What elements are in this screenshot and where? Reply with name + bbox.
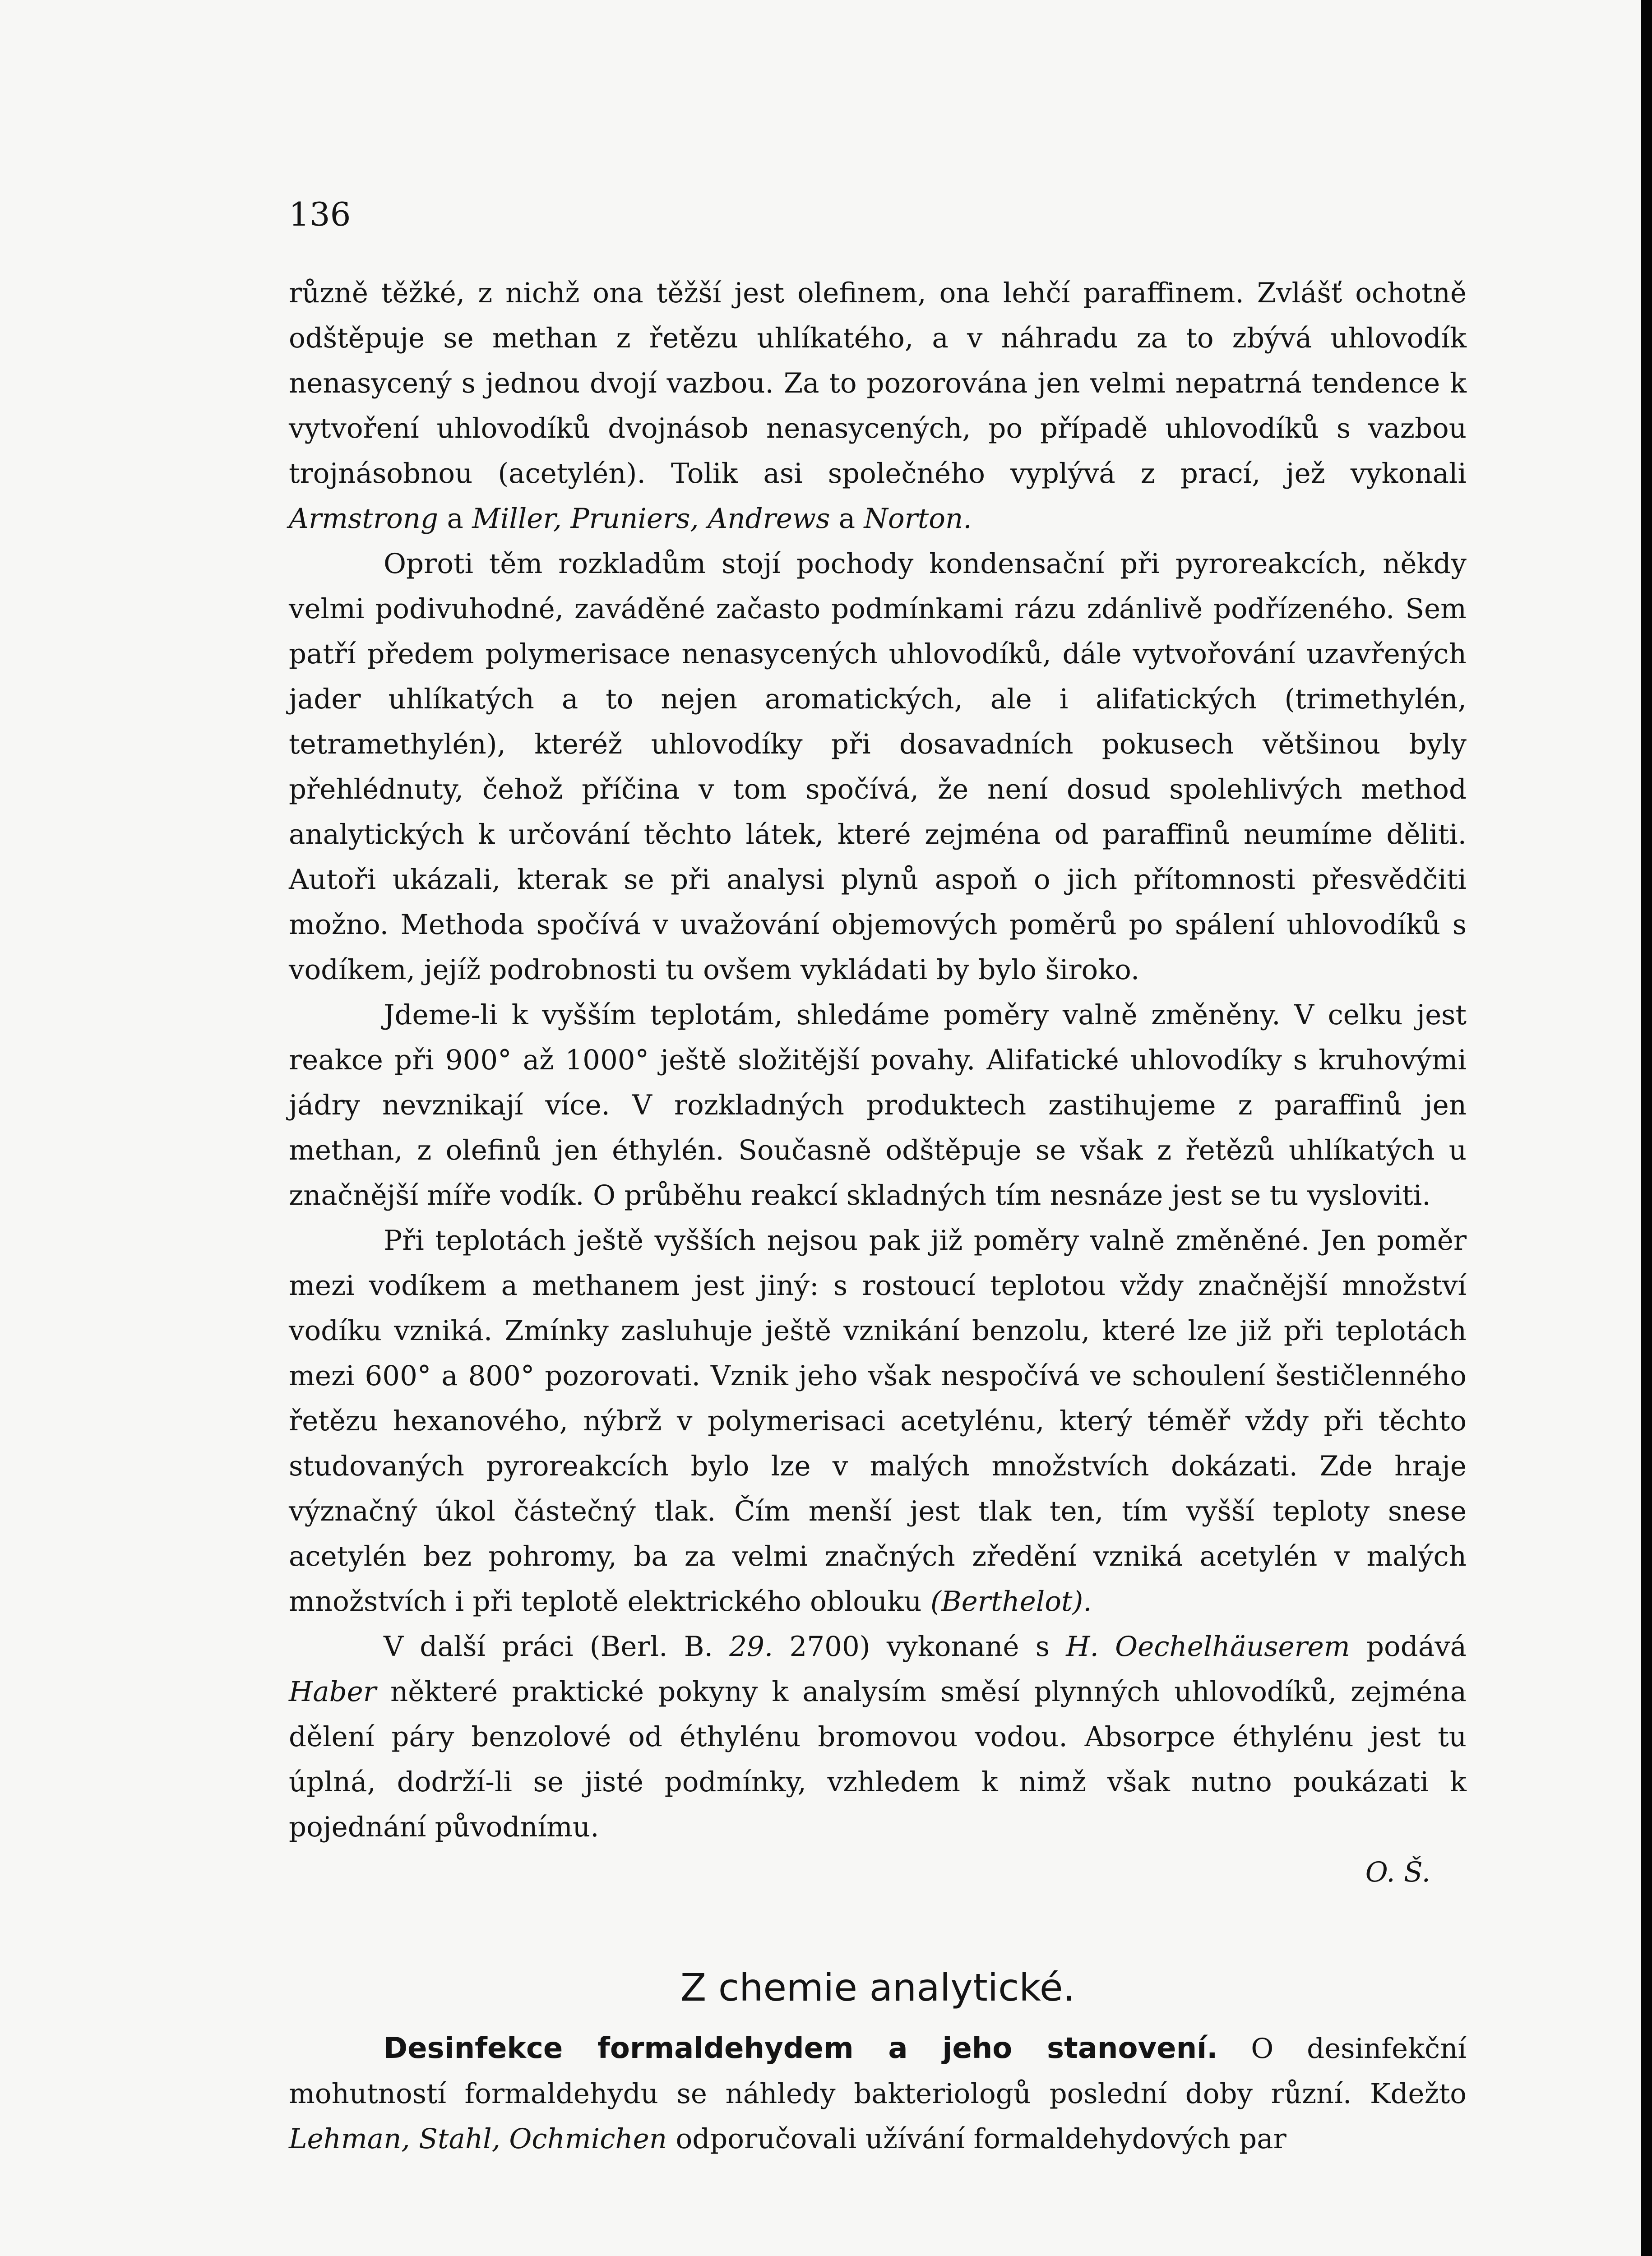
scan-border — [1641, 0, 1652, 2256]
paragraph-4 — [289, 1218, 1467, 1624]
paragraph-6-text-a: O desinfekční mohutností formaldehydu se náhledy bakteriologů poslední doby různí. Kdežto — [289, 2033, 1467, 2110]
paragraph-5-text-b: 2700) vykonané s — [789, 1631, 1050, 1663]
conjunction: a — [447, 503, 463, 535]
paragraph-2: Oproti těm rozkladům stojí pochody kondensační při pyroreakcích, někdy velmi podivuhodné, zaváděné začasto podmínkami rázu zdánlivě podřízeného. Sem patří předem polymerisace nenasycených uhlovodíků, dále vytvořování uzavřených jader uhlíkatých a to nejen aromatických, ale i alifatických (trimethylén, tetramethylén), kteréž uhlovodíky při dosavadních pokusech většinou byly přehlédnuty, čehož příčina v tom spočívá, že není dosud spolehlivých method analytických k určování těchto látek, které zejména od paraffinů neumíme děliti. Autoři ukázali, kterak se při analysi plynů aspoň o jich přítomnosti přesvědčiti možno. Methoda spočívá v uvažování objemových poměrů po spálení uhlovodíků s vodíkem, jejíž podrobnosti tu ovšem vykládati by bylo široko. — [289, 548, 1467, 986]
author-haber: Haber — [289, 1676, 376, 1708]
article-subheading: Desinfekce formaldehydem a jeho stanovení. — [384, 2032, 1218, 2065]
author-initials: O. Š. — [1365, 1856, 1430, 1888]
author-norton: Norton. — [864, 503, 972, 535]
paragraph-3: Jdeme-li k vyšším teplotám, shledáme poměry valně změněny. V celku jest reakce při 900° až 1000° ještě složitější povahy. Alifatické uhlovodíky s kruhovými jádry nevznikají více. V rozkladných produktech zastihujeme z paraffinů jen methan, z olefinů jen éthylén. Současně odštěpuje se však z řetězů uhlíkatých u značnější míře vodík. O průběhu reakcí skladných tím nesnáze jest se tu vysloviti. — [289, 999, 1467, 1211]
section-heading: Z chemie analytické. — [680, 1965, 1075, 2010]
conjunction: a — [838, 503, 856, 535]
page-number: 136 — [289, 195, 351, 233]
paragraph-5 — [289, 1624, 1467, 1895]
paragraph-5-text-a: V další práci (Berl. B. — [384, 1631, 713, 1663]
volume-number: 29. — [729, 1631, 773, 1663]
reference-berthelot: (Berthelot). — [930, 1586, 1092, 1618]
paragraph-6-text-b: odporučovali užívání formaldehydových par — [676, 2123, 1286, 2155]
authors-miller-pruniers-andrews: Miller, Pruniers, Andrews — [472, 503, 830, 535]
page-body — [289, 271, 1467, 2162]
paragraph-1 — [289, 271, 1467, 541]
signature-line — [289, 1850, 1467, 1895]
paragraph-5-text-c: podává — [1366, 1631, 1467, 1663]
paragraph-6 — [289, 2026, 1467, 2162]
paragraph-4-text: Při teplotách ještě vyšších nejsou pak již poměry valně změněné. Jen poměr mezi vodíkem a methanem jest jiný: s rostoucí teplotou vždy značnější množství vodíku vzniká. Zmínky zasluhuje ještě vznikání benzolu, které lze již při teplotách mezi 600° a 800° pozorovati. Vznik jeho však nespočívá ve schoulení šestičlenného řetězu hexanového, nýbrž v polymerisaci acetylénu, který téměř vždy při těchto studovaných pyroreakcích bylo lze v malých množstvích dokázati. Zde hraje význačný úkol částečný tlak. Čím menší jest tlak ten, tím vyšší teploty snese acetylén bez pohromy, ba za velmi značných zředění vzniká acetylén v malých množstvích i při teplotě elektrického oblouku — [289, 1225, 1467, 1618]
paragraph-1-text: různě těžké, z nichž ona těžší jest olefinem, ona lehčí paraffinem. Zvlášť ochotně odštěpuje se methan z řetězu uhlíkatého, a v náhradu za to zbývá uhlovodík nenasycený s jednou dvojí vazbou. Za to pozorována jen velmi nepatrná tendence k vytvoření uhlovodíků dvojnásob nenasycených, po případě uhlovodíků s vazbou trojnásobnou (acetylén). Tolik asi společného vyplývá z prací, jež vykonali — [289, 277, 1467, 490]
author-armstrong: Armstrong — [289, 503, 439, 535]
author-oechelhauser: H. Oechelhäuserem — [1066, 1631, 1350, 1663]
paragraph-5-text-d: některé praktické pokyny k analysím směsí plynných uhlovodíků, zejména dělení páry benzolové od éthylénu bromovou vodou. Absorpce éthylénu jest tu úplná, dodrží-li se jisté podmínky, vzhledem k nimž však nutno poukázati k pojednání původnímu. — [289, 1676, 1467, 1843]
authors-lehman-stahl-ochmichen: Lehman, Stahl, Ochmichen — [289, 2123, 667, 2155]
